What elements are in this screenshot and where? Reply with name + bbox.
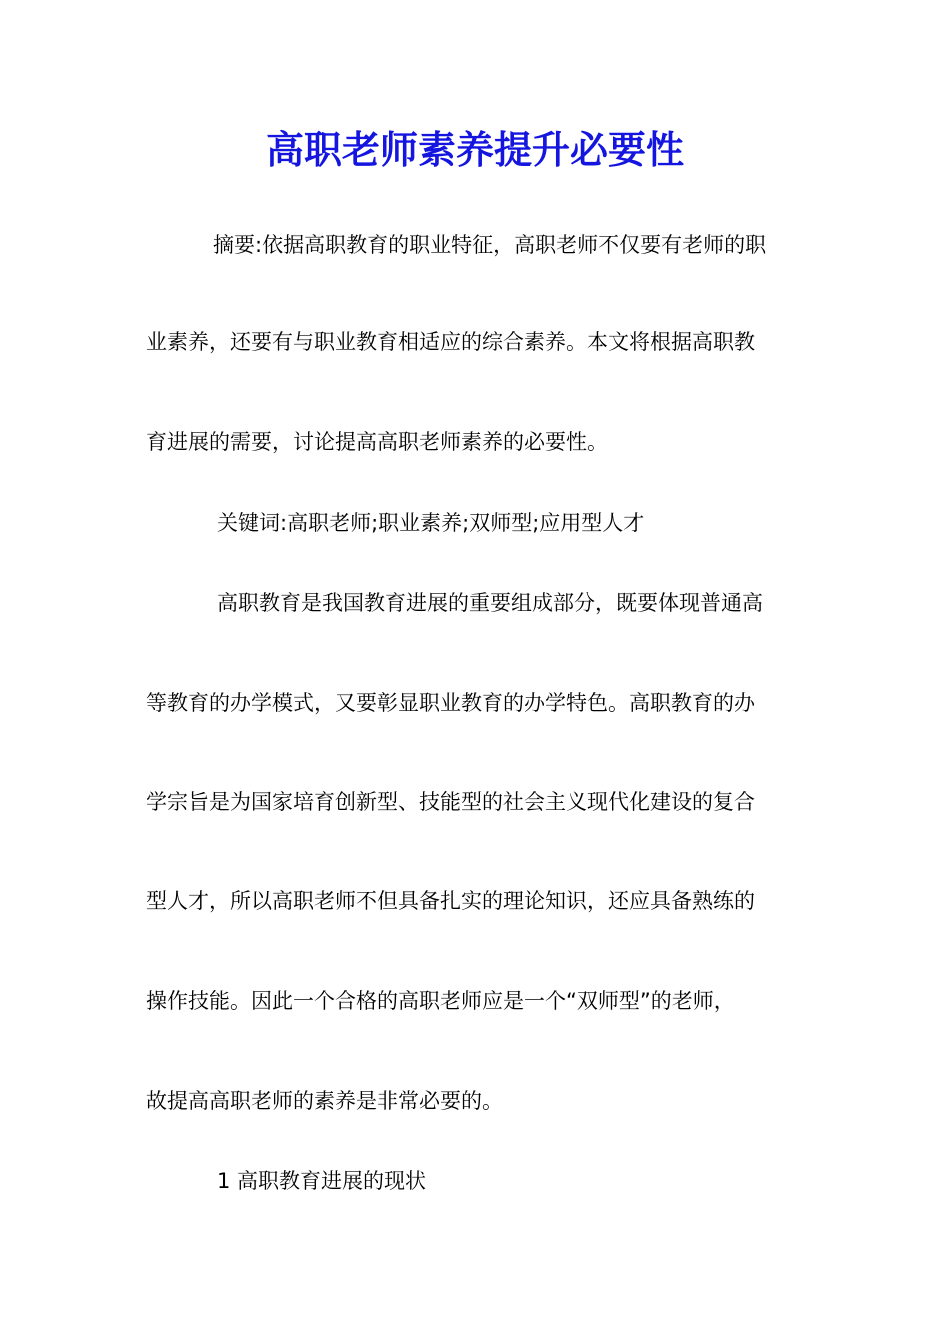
- paragraph-line-6: 故提高高职老师的素养是非常必要的。: [146, 1089, 503, 1113]
- abstract-line-2: 业素养，还要有与职业教育相适应的综合素养。本文将根据高职教: [146, 330, 755, 354]
- paragraph-line-3: 学宗旨是为国家培育创新型、技能型的社会主义现代化建设的复合: [146, 790, 755, 814]
- keywords-line: 关键词:高职老师;职业素养;双师型;应用型人才: [217, 511, 645, 535]
- paragraph-line-2: 等教育的办学模式，又要彰显职业教育的办学特色。高职教育的办: [146, 691, 755, 715]
- abstract-line-3: 育进展的需要，讨论提高高职老师素养的必要性。: [146, 430, 608, 454]
- section-heading: 1 高职教育进展的现状: [217, 1169, 427, 1193]
- abstract-line-1: 摘要:依据高职教育的职业特征，高职老师不仅要有老师的职: [213, 233, 767, 257]
- paragraph-line-4: 型人才，所以高职老师不但具备扎实的理论知识，还应具备熟练的: [146, 889, 755, 913]
- paragraph-line-1: 高职教育是我国教育进展的重要组成部分，既要体现普通高: [217, 591, 763, 615]
- paragraph-line-5: 操作技能。因此一个合格的高职老师应是一个“双师型”的老师，: [146, 989, 735, 1013]
- document-title: 高职老师素养提升必要性: [265, 127, 684, 172]
